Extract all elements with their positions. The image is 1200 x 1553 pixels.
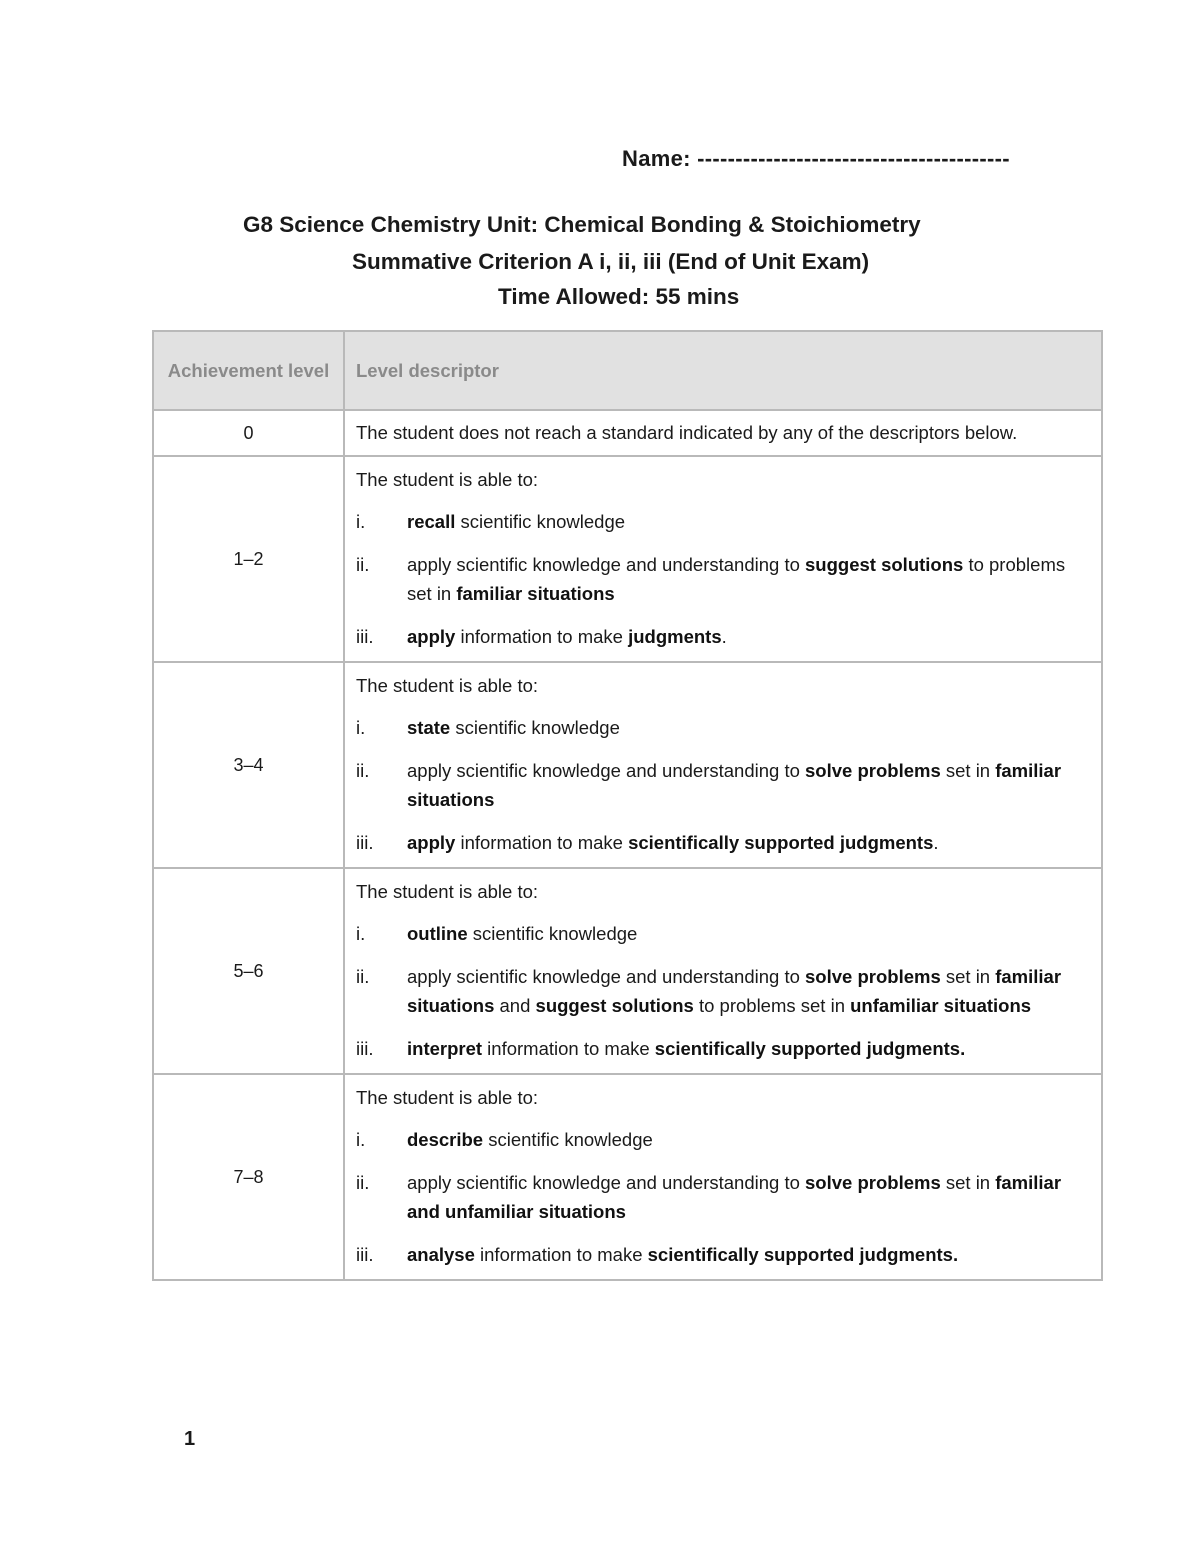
achievement-level-cell: 3–4 — [153, 662, 344, 868]
page-number: 1 — [184, 1428, 196, 1450]
table-row — [153, 456, 1102, 662]
unit-title: G8 Science Chemistry Unit: Chemical Bonding & Stoichiometry — [243, 212, 921, 237]
list-item — [356, 1168, 1089, 1227]
emphasis-text: suggest solutions — [805, 553, 964, 575]
list-item — [356, 550, 1089, 609]
item-numeral: i. — [356, 717, 366, 738]
emphasis-text: judgments — [628, 625, 722, 647]
plain-text: scientific knowledge — [450, 717, 620, 738]
emphasis-text: apply — [407, 625, 456, 647]
rubric-header-row — [153, 331, 1102, 410]
item-numeral: i. — [356, 1129, 366, 1150]
time-allowed: Time Allowed: 55 mins — [498, 284, 740, 309]
emphasis-text: describe — [407, 1129, 484, 1150]
emphasis-text: apply — [407, 831, 456, 853]
list-item — [356, 1240, 1089, 1270]
plain-text: set in — [940, 1171, 996, 1193]
item-numeral: ii. — [356, 965, 370, 987]
emphasis-text: recall — [407, 511, 456, 532]
plain-text: apply scientific knowledge and understanding to — [407, 1171, 806, 1193]
plain-text: set in — [940, 759, 996, 781]
list-item — [356, 828, 1089, 858]
emphasis-text: solve problems — [805, 759, 941, 781]
list-item — [356, 962, 1089, 1021]
level-descriptor-cell — [344, 662, 1102, 868]
item-numeral: iii. — [356, 831, 374, 853]
item-numeral: i. — [356, 511, 366, 532]
plain-text: information to make — [474, 1243, 648, 1265]
item-numeral: ii. — [356, 553, 370, 575]
level-descriptor-cell — [344, 868, 1102, 1074]
achievement-level-cell: 0 — [153, 410, 344, 456]
list-item — [356, 919, 1089, 949]
list-item — [356, 756, 1089, 815]
plain-text: . — [933, 831, 939, 853]
item-text — [407, 962, 1089, 1021]
plain-text: . — [721, 625, 727, 647]
table-row — [153, 410, 1102, 456]
descriptor-lead: The student is able to: — [356, 881, 539, 902]
plain-text: information to make — [482, 1037, 655, 1059]
item-text — [407, 1168, 1089, 1227]
emphasis-text: familiar situations — [407, 759, 1062, 810]
level-descriptor-cell — [344, 456, 1102, 662]
list-item — [356, 622, 1089, 652]
plain-text: scientific knowledge — [483, 1129, 653, 1150]
plain-text: set in — [940, 965, 996, 987]
plain-text: scientific knowledge — [455, 511, 626, 532]
achievement-level-cell: 5–6 — [153, 868, 344, 1074]
list-item — [356, 713, 1089, 743]
table-row — [153, 1074, 1102, 1280]
plain-text: information to make — [455, 831, 629, 853]
descriptor-lead: The student is able to: — [356, 469, 539, 490]
plain-text: to problems set in — [407, 553, 1066, 604]
plain-text: to problems set in — [693, 995, 851, 1016]
plain-text: apply scientific knowledge and understanding to — [407, 965, 806, 987]
item-numeral: ii. — [356, 1171, 370, 1193]
item-numeral: i. — [356, 923, 366, 944]
emphasis-text: unfamiliar situations — [850, 995, 1032, 1016]
achievement-level-cell: 1–2 — [153, 456, 344, 662]
item-text — [407, 507, 1089, 537]
emphasis-text: outline — [407, 923, 468, 944]
plain-text: and — [494, 995, 536, 1016]
emphasis-text: interpret — [407, 1037, 483, 1059]
item-text — [407, 1240, 1089, 1270]
level-descriptor-cell — [344, 1074, 1102, 1280]
item-text — [407, 713, 1089, 743]
item-numeral: ii. — [356, 759, 370, 781]
table-row — [153, 662, 1102, 868]
item-numeral: iii. — [356, 1243, 374, 1265]
criterion-title: Summative Criterion A i, ii, iii (End of Unit Exam) — [352, 249, 870, 274]
plain-text: information to make — [455, 625, 629, 647]
item-numeral: iii. — [356, 625, 374, 647]
level-descriptor-header: Level descriptor — [344, 331, 1102, 410]
item-text — [407, 1034, 1089, 1064]
item-text — [407, 756, 1089, 815]
emphasis-text: scientifically supported judgments. — [647, 1243, 959, 1265]
plain-text: scientific knowledge — [467, 923, 638, 944]
student-name-field: Name: ----------------------------------------- — [622, 146, 1010, 171]
emphasis-text: familiar situations — [456, 583, 615, 604]
descriptor-lead: The student is able to: — [356, 1087, 539, 1108]
emphasis-text: suggest solutions — [535, 995, 694, 1016]
level-descriptor-cell: The student does not reach a standard indicated by any of the descriptors below. — [344, 410, 1102, 456]
emphasis-text: familiar and unfamiliar situations — [407, 1171, 1062, 1222]
emphasis-text: solve problems — [805, 1171, 941, 1193]
list-item — [356, 1125, 1089, 1155]
emphasis-text: scientifically supported judgments — [628, 831, 934, 853]
emphasis-text: analyse — [407, 1243, 475, 1265]
achievement-level-header: Achievement level — [153, 331, 344, 410]
list-item — [356, 507, 1089, 537]
item-text — [407, 1125, 1089, 1155]
list-item — [356, 1034, 1089, 1064]
emphasis-text: solve problems — [805, 965, 941, 987]
item-text — [407, 828, 1089, 858]
item-text — [407, 550, 1089, 609]
achievement-level-cell: 7–8 — [153, 1074, 344, 1280]
emphasis-text: scientifically supported judgments. — [654, 1037, 966, 1059]
item-text — [407, 622, 1089, 652]
emphasis-text: state — [407, 717, 451, 738]
plain-text: apply scientific knowledge and understanding to — [407, 759, 806, 781]
descriptor-lead: The student is able to: — [356, 675, 539, 696]
rubric-table — [152, 330, 1103, 1281]
item-text — [407, 919, 1089, 949]
table-row — [153, 868, 1102, 1074]
item-numeral: iii. — [356, 1037, 374, 1059]
emphasis-text: familiar situations — [407, 965, 1062, 1016]
plain-text: apply scientific knowledge and understanding to — [407, 553, 806, 575]
